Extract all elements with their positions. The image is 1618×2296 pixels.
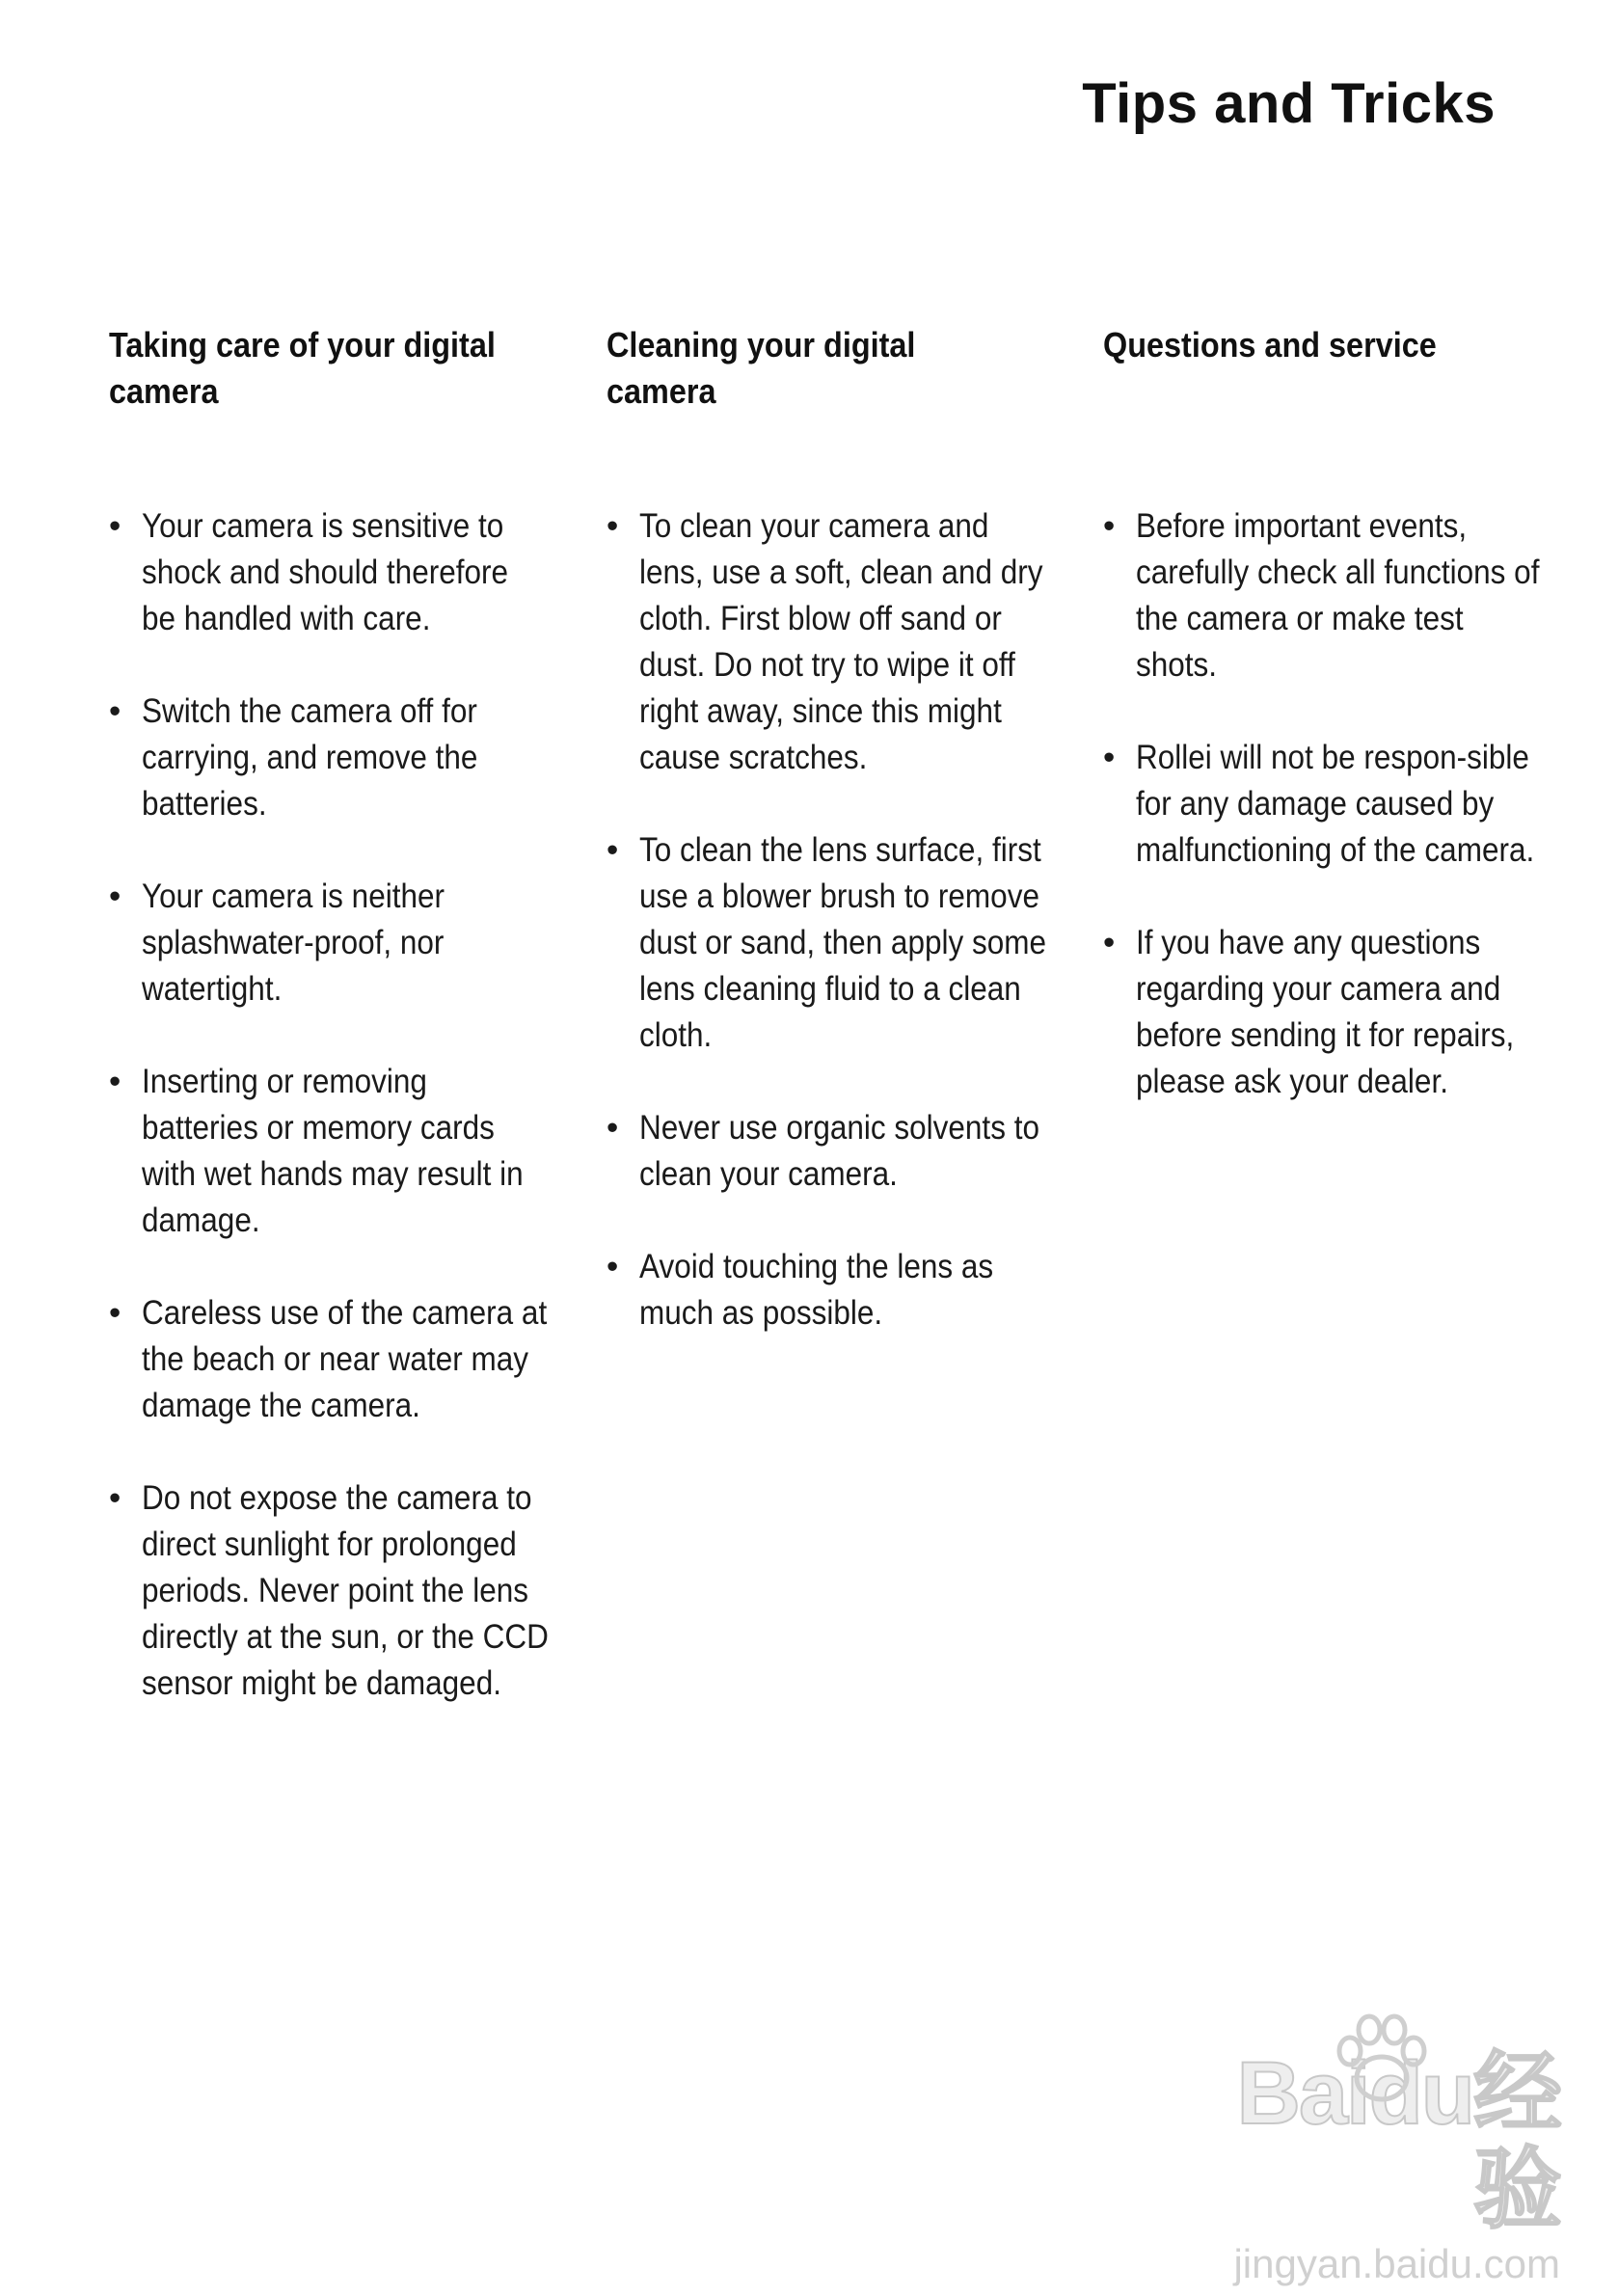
bullet-icon: • [109,1294,121,1332]
bullet-icon: • [109,507,121,545]
bullet-icon: • [607,507,619,545]
list-item: • To clean the lens surface, first use a blower brush to remove dust or sand, then apply some lens cleaning fluid to a clean cloth. [607,827,1050,1059]
bullet-icon: • [1103,739,1116,776]
bullet-list-cleaning [607,503,1050,1383]
list-item: • Your camera is neither splashwater-proof, nor watertight. [109,874,553,1013]
watermark-url: jingyan.baidu.com [1233,2241,1560,2286]
list-item: • Rollei will not be respon-sible for any damage caused by malfunctioning of the camera. [1103,735,1547,874]
baidu-watermark [1155,2044,1560,2286]
bullet-icon: • [109,1063,121,1100]
page-title: Tips and Tricks [1082,72,1496,135]
bullet-list-care [109,503,553,1753]
column-cleaning [607,322,1047,1332]
section-heading-care: Taking care of your digital camera [109,325,496,411]
column-service [1103,322,1540,1100]
watermark-brand: Baidu经验 [1236,2044,1560,2239]
bullet-icon: • [1103,507,1116,545]
bullet-list-service [1103,503,1547,1151]
list-item: • Avoid touching the lens as much as possible. [607,1244,1050,1337]
bullet-icon: • [607,1248,619,1285]
bullet-icon: • [109,878,121,915]
list-item: • Switch the camera off for carrying, and remove the batteries. [109,689,553,827]
content-columns [0,322,1618,1961]
list-item: • Careless use of the camera at the beach or near water may damage the camera. [109,1290,553,1429]
section-heading-service: Questions and service [1103,325,1437,365]
bullet-icon: • [607,1109,619,1147]
paw-icon [1329,2012,1435,2109]
bullet-icon: • [109,1479,121,1517]
column-care [109,322,549,1702]
bullet-icon: • [109,692,121,730]
list-item: • Your camera is sensitive to shock and should therefore be handled with care. [109,503,553,642]
bullet-icon: • [1103,924,1116,961]
section-heading-cleaning: Cleaning your digital camera [607,325,916,411]
list-item: • Never use organic solvents to clean your camera. [607,1105,1050,1198]
list-item: • Do not expose the camera to direct sunlight for prolonged periods. Never point the lens directly at the sun, or the CCD sensor might be damaged. [109,1475,553,1707]
list-item: • If you have any questions regarding your camera and before sending it for repairs, please ask your dealer. [1103,920,1547,1105]
list-item: • Before important events, carefully check all functions of the camera or make test shots. [1103,503,1547,689]
list-item: • Inserting or removing batteries or memory cards with wet hands may result in damage. [109,1059,553,1244]
list-item: • To clean your camera and lens, use a soft, clean and dry cloth. First blow off sand or dust. Do not try to wipe it off right away, since this might cause scratches. [607,503,1050,781]
bullet-icon: • [607,831,619,869]
